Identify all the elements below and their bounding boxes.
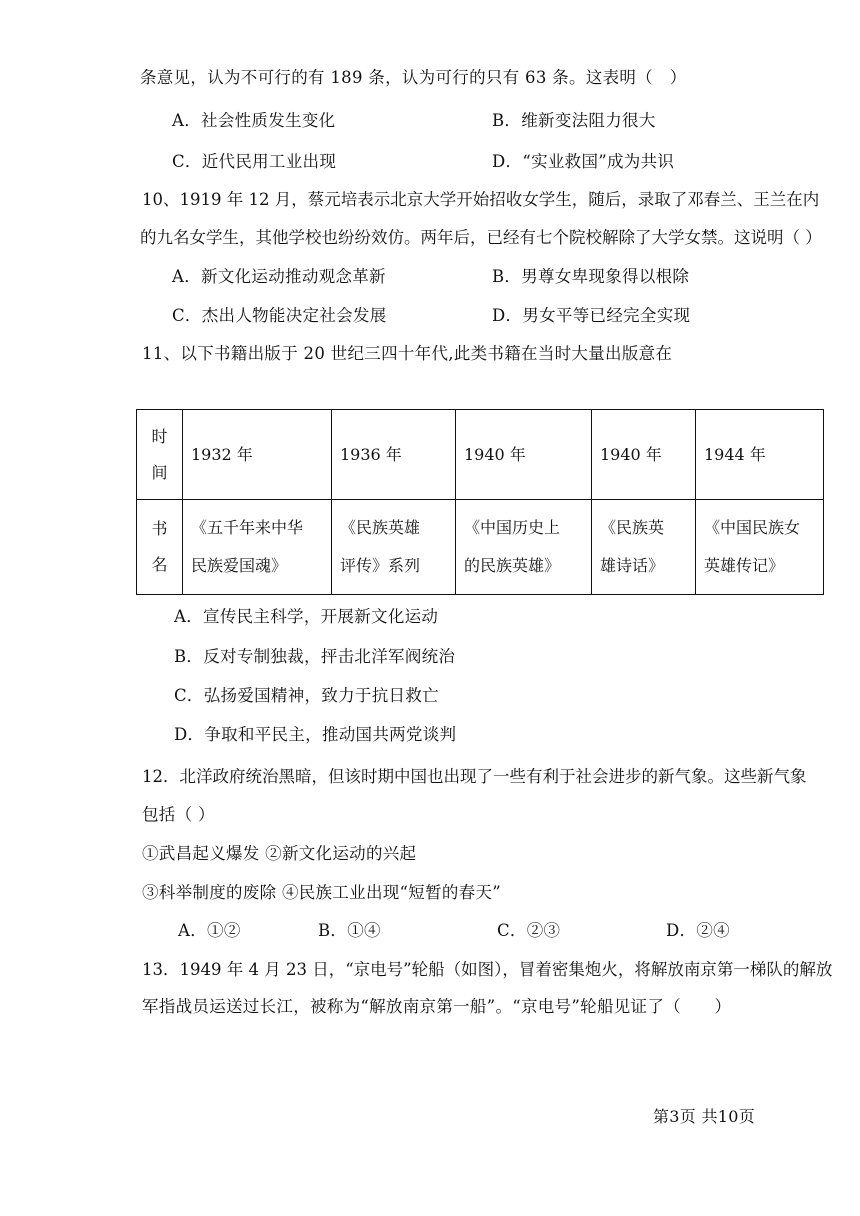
- q13-stem-line2: 军指战员运送过长江，被称为“解放南京第一船”。“京电号”轮船见证了（ ）: [142, 997, 732, 1016]
- page-number: 第3页 共10页: [653, 1107, 756, 1126]
- q11-option-b: B．反对专制独裁，抨击北洋军阀统治: [174, 647, 456, 666]
- q12-stem-line1: 12．北洋政府统治黑暗，但该时期中国也出现了一些有利于社会进步的新气象。这些新气象: [142, 767, 807, 786]
- table-cell-year: 1936 年: [332, 410, 456, 500]
- table-row-books: [137, 500, 824, 595]
- table-cell-year: 1944 年: [696, 410, 824, 500]
- q12-option-a: A．①②: [178, 921, 241, 940]
- q9-option-c: C．近代民用工业出现: [172, 152, 337, 171]
- q11-option-d: D．争取和平民主，推动国共两党谈判: [174, 725, 457, 744]
- q11-option-a: A．宣传民主科学，开展新文化运动: [174, 607, 439, 626]
- q12-stem-line2: 包括（ ）: [142, 805, 215, 824]
- q9-option-b: B．维新变法阻力很大: [492, 111, 656, 130]
- q11-stem: 11、以下书籍出版于 20 世纪三四十年代,此类书籍在当时大量出版意在: [142, 344, 673, 363]
- q10-option-b: B．男尊女卑现象得以根除: [492, 267, 690, 286]
- q10-stem-line1: 10、1919 年 12 月，蔡元培表示北京大学开始招收女学生，随后，录取了邓春兰、王兰在内: [142, 190, 820, 209]
- table-cell-book: 《五千年来中华 民族爱国魂》: [183, 500, 332, 595]
- q10-option-a: A．新文化运动推动观念革新: [172, 267, 386, 286]
- q10-stem-line2: 的九名女学生，其他学校也纷纷效仿。两年后，已经有七个院校解除了大学女禁。这说明（ ）: [140, 228, 822, 247]
- q12-items-line2: ③科举制度的废除 ④民族工业出现“短暂的春天”: [142, 883, 502, 902]
- table-cell-book: 《中国民族女 英雄传记》: [696, 500, 824, 595]
- table-cell-year: 1932 年: [183, 410, 332, 500]
- table-cell-book: 《民族英 雄诗话》: [592, 500, 696, 595]
- table-header-title: 书 名: [137, 500, 183, 595]
- q9-option-a: A．社会性质发生变化: [172, 111, 336, 130]
- table-row-years: [137, 410, 824, 500]
- book-table: [136, 409, 824, 595]
- q10-option-d: D．男女平等已经完全实现: [492, 306, 691, 325]
- table-cell-year: 1940 年: [592, 410, 696, 500]
- q10-option-c: C．杰出人物能决定社会发展: [172, 306, 387, 325]
- q12-option-c: C．②③: [497, 921, 561, 940]
- table-header-time: 时 间: [137, 410, 183, 500]
- table-cell-book: 《中国历史上 的民族英雄》: [456, 500, 592, 595]
- table-cell-year: 1940 年: [456, 410, 592, 500]
- q12-option-d: D．②④: [666, 921, 730, 940]
- q13-stem-line1: 13．1949 年 4 月 23 日，“京电号”轮船（如图），冒着密集炮火，将解放南京第一梯队的解放: [142, 960, 833, 979]
- table-cell-book: 《民族英雄 评传》系列: [332, 500, 456, 595]
- q11-option-c: C．弘扬爱国精神，致力于抗日救亡: [174, 686, 439, 705]
- q12-items-line1: ①武昌起义爆发 ②新文化运动的兴起: [142, 844, 417, 863]
- q9-option-d: D．“实业救国”成为共识: [492, 152, 675, 171]
- q12-option-b: B．①④: [318, 921, 381, 940]
- q9-stem: 条意见，认为不可行的有 189 条，认为可行的只有 63 条。这表明（ ）: [140, 68, 687, 87]
